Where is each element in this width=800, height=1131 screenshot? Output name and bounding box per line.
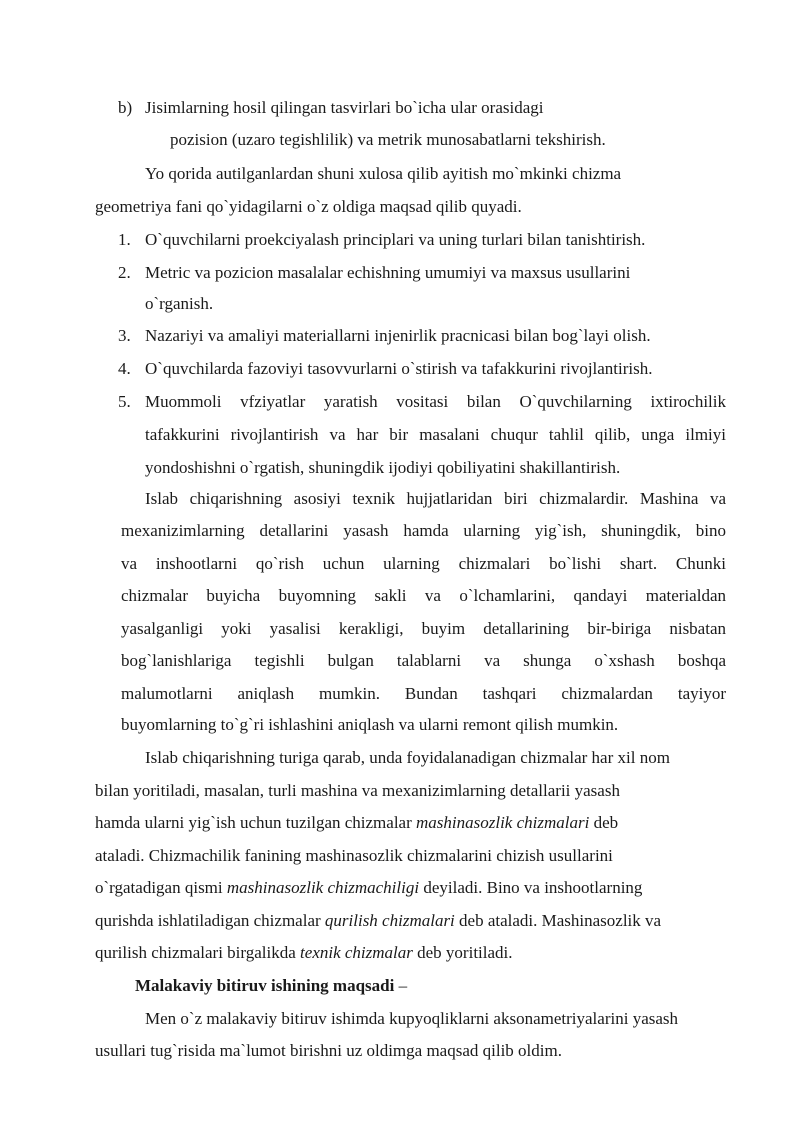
intro-line-1: Yo qorida autilganlardan shuni xulosa qilib ayitish mo`mkinki chizma [145, 164, 622, 183]
para2-line-7-text-a: qurilish chizmalari birgalikda [95, 943, 301, 962]
para2-line-5 [95, 877, 642, 899]
list-marker-b: b) [118, 98, 133, 117]
list-item-5-line-2: tafakkurini rivojlantirish va har bir masalani chuqur tahlil qilib, unga ilmiyi [145, 425, 726, 444]
list-number-2: 2. [118, 263, 131, 282]
para2-line-3 [95, 812, 618, 834]
term-qurilish-chizmalari: qurilish chizmalari [324, 911, 455, 930]
para1-line-4: chizmalar buyicha buyomning sakli va o`lchamlarini, qandayi materialdan [121, 586, 726, 605]
list-number-4: 4. [118, 359, 131, 378]
list-number-1: 1. [118, 230, 131, 249]
list-number-3: 3. [118, 326, 131, 345]
term-mashinasozlik-chizmachiligi: mashinasozlik chizmachiligi [226, 878, 420, 897]
para1-line-6: bog`lanishlariga tegishli bulgan talablarni va shunga o`xshash boshqa [121, 651, 726, 670]
para1-line-2: mexanizimlarning detallarini yasash hamda ularning yig`ish, shuningdik, bino [121, 521, 726, 540]
section-heading [135, 975, 407, 997]
para2-line-6-text-b: deb ataladi. Mashinasozlik va [454, 911, 662, 930]
item-b-line-2: pozision (uzaro tegishlilik) va metrik munosabatlarni tekshirish. [170, 130, 606, 149]
para2-line-1: Islab chiqarishning turiga qarab, unda foyidalanadigan chizmalar har xil nom [145, 748, 670, 767]
list-item-2-line-2: o`rganish. [145, 294, 214, 313]
para2-line-6-text-a: qurishda ishlatiladigan chizmalar [95, 911, 325, 930]
para2-line-6 [95, 910, 661, 932]
section-heading-bold: Malakaviy bitiruv ishining maqsadi [135, 976, 395, 995]
para1-line-1: Islab chiqarishning asosiyi texnik hujjatlaridan biri chizmalardir. Mashina va [145, 489, 726, 508]
list-item-5-line-1: Muommoli vfziyatlar yaratish vositasi bilan O`quvchilarning ixtirochilik [145, 392, 726, 411]
item-b-line-1: Jisimlarning hosil qilingan tasvirlari bo`icha ular orasidagi [145, 98, 544, 117]
para3-line-2: usullari tug`risida ma`lumot birishni uz oldimga maqsad qilib oldim. [95, 1041, 562, 1060]
list-item-5-line-3: yondoshishni o`rgatish, shuningdik ijodiyi qobiliyatini shakillantirish. [145, 458, 621, 477]
para2-line-5-text-b: deyiladi. Bino va inshootlarning [419, 878, 643, 897]
para1-line-5: yasalganligi yoki yasalisi kerakligi, buyim detallarining bir-biriga nisbatan [121, 619, 726, 638]
para2-line-7-text-b: deb yoritiladi. [412, 943, 513, 962]
list-item-3-line-1: Nazariyi va amaliyi materiallarni injenirlik pracnicasi bilan bog`layi olish. [145, 326, 651, 345]
para2-line-4: ataladi. Chizmachilik fanining mashinasozlik chizmalarini chizish usullarini [95, 846, 613, 865]
intro-line-2: geometriya fani qo`yidagilarni o`z oldiga maqsad qilib quyadi. [95, 197, 522, 216]
list-number-5: 5. [118, 392, 131, 411]
para2-line-5-text-a: o`rgatadigan qismi [95, 878, 227, 897]
para3-line-1: Men o`z malakaviy bitiruv ishimda kupyoqliklarni aksonametriyalarini yasash [145, 1009, 679, 1028]
para2-line-3-text-b: deb [589, 813, 619, 832]
list-item-4-line-1: O`quvchilarda fazoviyi tasovvurlarni o`stirish va tafakkurini rivojlantirish. [145, 359, 653, 378]
para2-line-2: bilan yoritiladi, masalan, turli mashina va mexanizimlarning detallarii yasash [95, 781, 620, 800]
list-item-1-line-1: O`quvchilarni proekciyalash principlari va uning turlari bilan tanishtirish. [145, 230, 646, 249]
para1-line-3: va inshootlarni qo`rish uchun ularning chizmalari bo`lishi shart. Chunki [121, 554, 726, 573]
term-texnik-chizmalar: texnik chizmalar [300, 943, 413, 962]
section-heading-dash: – [394, 976, 408, 995]
para1-line-7: malumotlarni aniqlash mumkin. Bundan tashqari chizmalardan tayiyor [121, 684, 726, 703]
para2-line-3-text-a: hamda ularni yig`ish uchun tuzilgan chizmalar [95, 813, 417, 832]
para1-line-8: buyomlarning to`g`ri ishlashini aniqlash va ularni remont qilish mumkin. [121, 715, 619, 734]
term-mashinasozlik-chizmalari: mashinasozlik chizmalari [416, 813, 590, 832]
list-item-2-line-1: Metric va pozicion masalalar echishning umumiyi va maxsus usullarini [145, 263, 631, 282]
para2-line-7 [95, 942, 513, 964]
